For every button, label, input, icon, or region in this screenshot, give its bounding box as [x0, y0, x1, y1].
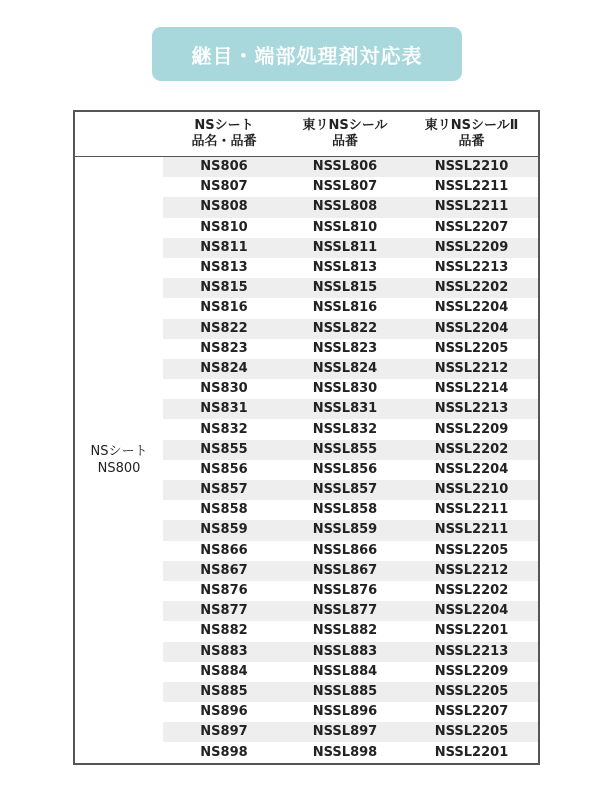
cell-ns-seal-2: NSSL2211	[405, 197, 538, 217]
cell-ns-sheet: NS806	[163, 157, 285, 178]
table-body	[75, 157, 538, 763]
cell-ns-sheet: NS898	[200, 744, 248, 760]
cell-ns-seal-2: NSSL2213	[405, 642, 538, 662]
compatibility-table-frame	[73, 110, 540, 765]
cell-ns-seal: NSSL806	[285, 157, 405, 178]
cell-ns-sheet: NS877	[163, 601, 285, 621]
cell-ns-seal: NSSL855	[285, 440, 405, 460]
cell-ns-seal: NSSL824	[285, 359, 405, 379]
cell-ns-seal: NSSL823	[312, 340, 378, 356]
cell-ns-sheet: NS896	[200, 704, 248, 720]
cell-ns-sheet: NS810	[200, 219, 248, 235]
cell-ns-sheet: NS816	[200, 300, 248, 316]
compatibility-table	[75, 112, 538, 763]
cell-ns-seal: NSSL897	[285, 722, 405, 742]
cell-ns-sheet: NS811	[163, 238, 285, 258]
cell-ns-seal-2: NSSL2210	[405, 480, 538, 500]
cell-ns-seal-2: NSSL2214	[434, 381, 509, 397]
cell-ns-seal-2: NSSL2204	[434, 300, 509, 316]
cell-ns-seal: NSSL885	[285, 682, 405, 702]
cell-ns-sheet: NS822	[163, 319, 285, 339]
cell-ns-sheet: NS807	[200, 179, 248, 195]
cell-ns-seal: NSSL884	[312, 663, 378, 679]
cell-ns-seal: NSSL867	[285, 561, 405, 581]
cell-ns-seal-2: NSSL2204	[405, 319, 538, 339]
cell-ns-seal-2: NSSL2212	[405, 561, 538, 581]
cell-ns-seal-2: NSSL2209	[434, 421, 509, 437]
cell-ns-seal: NSSL810	[312, 219, 378, 235]
cell-ns-seal: NSSL857	[285, 480, 405, 500]
cell-ns-seal-2: NSSL2211	[434, 502, 509, 518]
cell-ns-seal: NSSL813	[312, 260, 378, 276]
cell-ns-sheet: NS883	[163, 642, 285, 662]
cell-ns-seal: NSSL816	[312, 300, 378, 316]
table-row	[75, 157, 538, 178]
cell-ns-seal: NSSL807	[312, 179, 378, 195]
cell-ns-seal-2: NSSL2207	[434, 704, 509, 720]
cell-ns-seal-2: NSSL2204	[405, 601, 538, 621]
cell-ns-seal: NSSL898	[312, 744, 378, 760]
cell-ns-sheet: NS897	[163, 722, 285, 742]
title-banner	[152, 27, 462, 81]
cell-ns-seal-2: NSSL2201	[434, 744, 509, 760]
group-label-line2: NS800	[97, 460, 141, 476]
cell-ns-seal-2: NSSL2210	[405, 157, 538, 178]
cell-ns-seal-2: NSSL2212	[405, 359, 538, 379]
cell-ns-sheet: NS884	[200, 663, 248, 679]
cell-ns-seal-2: NSSL2213	[434, 260, 509, 276]
cell-ns-sheet: NS832	[200, 421, 248, 437]
cell-ns-seal-2: NSSL2204	[434, 461, 509, 477]
cell-ns-sheet: NS866	[200, 542, 248, 558]
cell-ns-sheet: NS885	[163, 682, 285, 702]
cell-ns-seal-2: NSSL2205	[405, 682, 538, 702]
cell-ns-sheet: NS830	[200, 381, 248, 397]
cell-ns-sheet: NS815	[163, 278, 285, 298]
cell-ns-sheet: NS859	[163, 520, 285, 540]
cell-ns-seal: NSSL808	[285, 197, 405, 217]
cell-ns-sheet: NS855	[163, 440, 285, 460]
cell-ns-sheet: NS813	[200, 260, 248, 276]
cell-ns-seal-2: NSSL2201	[434, 623, 509, 639]
header-row	[75, 112, 538, 157]
header-ns-seal-line1: 東リNSシール	[302, 118, 388, 133]
page-title: 継目・端部処理剤対応表	[191, 43, 423, 68]
header-ns-seal-2-line1: 東リNSシールⅡ	[424, 118, 519, 133]
header-ns-seal	[285, 112, 405, 157]
group-label-line1: NSシート	[90, 443, 148, 459]
header-ns-sheet-line1: NSシート	[194, 118, 254, 133]
cell-ns-sheet: NS856	[200, 461, 248, 477]
cell-ns-seal-2: NSSL2213	[405, 399, 538, 419]
table-header	[75, 112, 538, 157]
cell-ns-seal: NSSL896	[312, 704, 378, 720]
header-group-column	[75, 112, 163, 157]
cell-ns-sheet: NS857	[163, 480, 285, 500]
cell-ns-seal-2: NSSL2202	[434, 583, 509, 599]
cell-ns-seal: NSSL882	[312, 623, 378, 639]
cell-ns-seal-2: NSSL2205	[434, 340, 509, 356]
cell-ns-seal: NSSL876	[312, 583, 378, 599]
cell-ns-seal-2: NSSL2209	[405, 238, 538, 258]
cell-ns-seal: NSSL811	[285, 238, 405, 258]
cell-ns-seal: NSSL877	[285, 601, 405, 621]
header-ns-seal-2-line2: 品番	[458, 134, 485, 149]
cell-ns-seal: NSSL856	[312, 461, 378, 477]
cell-ns-seal-2: NSSL2205	[434, 542, 509, 558]
cell-ns-seal: NSSL866	[312, 542, 378, 558]
cell-ns-sheet: NS831	[163, 399, 285, 419]
cell-ns-sheet: NS867	[163, 561, 285, 581]
cell-ns-seal-2: NSSL2211	[434, 179, 509, 195]
header-ns-seal-line2: 品番	[331, 134, 358, 149]
header-ns-sheet	[163, 112, 285, 157]
cell-ns-seal-2: NSSL2211	[405, 520, 538, 540]
cell-ns-sheet: NS858	[200, 502, 248, 518]
header-ns-seal-2	[405, 112, 538, 157]
cell-ns-seal-2: NSSL2205	[405, 722, 538, 742]
cell-ns-seal: NSSL815	[285, 278, 405, 298]
cell-ns-seal-2: NSSL2202	[405, 440, 538, 460]
cell-ns-sheet: NS876	[200, 583, 248, 599]
cell-ns-seal: NSSL883	[285, 642, 405, 662]
cell-ns-sheet: NS824	[163, 359, 285, 379]
cell-ns-seal: NSSL822	[285, 319, 405, 339]
cell-ns-seal-2: NSSL2207	[434, 219, 509, 235]
header-ns-sheet-line2: 品名・品番	[191, 134, 257, 149]
cell-ns-seal: NSSL830	[312, 381, 378, 397]
cell-ns-seal: NSSL831	[285, 399, 405, 419]
cell-ns-sheet: NS882	[200, 623, 248, 639]
cell-ns-sheet: NS823	[200, 340, 248, 356]
cell-ns-seal: NSSL858	[312, 502, 378, 518]
cell-ns-sheet: NS808	[163, 197, 285, 217]
cell-ns-seal: NSSL832	[312, 421, 378, 437]
group-label-cell	[75, 157, 163, 763]
cell-ns-seal-2: NSSL2202	[405, 278, 538, 298]
cell-ns-seal: NSSL859	[285, 520, 405, 540]
cell-ns-seal-2: NSSL2209	[434, 663, 509, 679]
